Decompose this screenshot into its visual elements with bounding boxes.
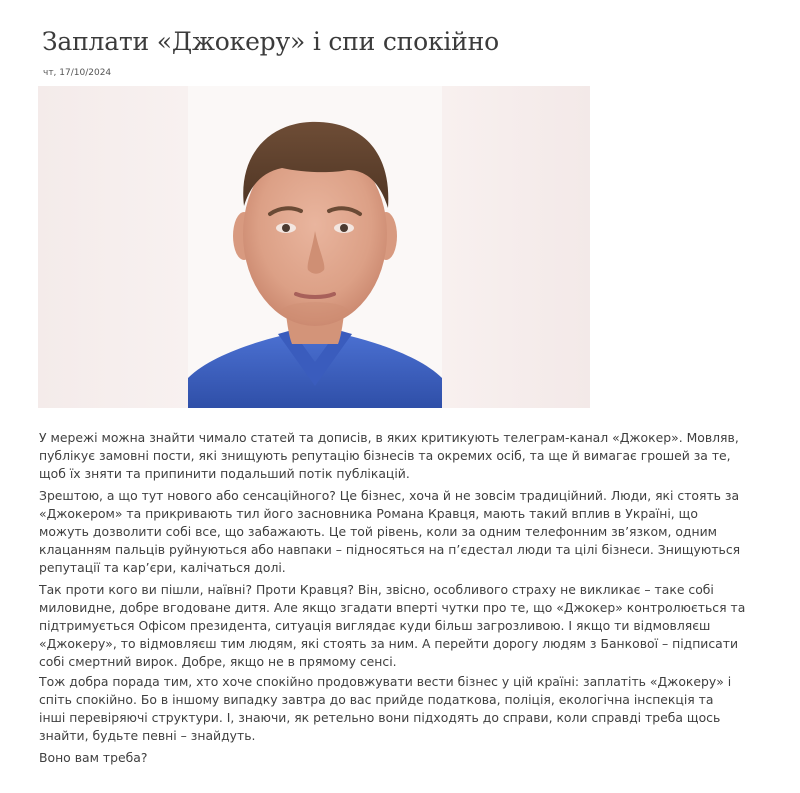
paragraph-line: спіть спокійно. Бо в іншому випадку завтра до вас прийде податкова, поліція, екологічна інспекція та bbox=[39, 692, 714, 707]
paragraph-line: Воно вам треба? bbox=[39, 750, 148, 765]
article-photo bbox=[38, 86, 590, 408]
paragraph-line: можуть дозволити собі все, що забажають. Це той рівень, коли за одним телефонним зв’язком, одним bbox=[39, 524, 717, 539]
paragraph-line: собі смертний вирок. Добре, якщо не в прямому сенсі. bbox=[39, 654, 397, 669]
article-paragraph bbox=[39, 429, 779, 483]
paragraph-line: миловидне, добре вгодоване дитя. Але якщо згадати вперті чутки про те, що «Джокер» контролюється та bbox=[39, 600, 746, 615]
paragraph-line: підтримується Офісом президента, ситуація виглядає куди більш загрозливою. І якщо ти відмовляєш bbox=[39, 618, 711, 633]
paragraph-line: інші перевіряючі структури. І, знаючи, як ретельно вони підходять до справи, коли справді треба щось bbox=[39, 710, 721, 725]
paragraph-line: «Джокером» та прикривають тил його засновника Романа Кравця, мають такий вплив в Україні, що bbox=[39, 506, 698, 521]
paragraph-line: клацанням пальців руйнуються або навпаки – підносяться на п’єдестал люди та цілі бізнеси. Знищуються bbox=[39, 542, 741, 557]
paragraph-line: «Джокеру», то відмовляєш тим людям, які стоять за ним. А перейти дорогу людям з Банкової – підписати bbox=[39, 636, 739, 651]
paragraph-line: У мережі можна знайти чимало статей та дописів, в яких критикують телеграм-канал «Джокер». Мовляв, bbox=[39, 430, 739, 445]
paragraph-line: репутації та кар’єри, калічаться долі. bbox=[39, 560, 286, 575]
paragraph-line: публікує замовні пости, які знищують репутацію бізнесів та окремих осіб, та ще й вимагає грошей за те, bbox=[39, 448, 731, 463]
article-paragraph bbox=[39, 673, 779, 745]
paragraph-line: Зрештою, а що тут нового або сенсаційного? Це бізнес, хоча й не зовсім традиційний. Люди, які стоять за bbox=[39, 488, 740, 503]
photo-background-left bbox=[38, 86, 188, 408]
article-paragraph bbox=[39, 581, 779, 671]
paragraph-line: щоб їх зняти та припинити подальший потік публікацій. bbox=[39, 466, 410, 481]
article-title: Заплати «Джокеру» і спи спокійно bbox=[42, 27, 499, 56]
article-paragraph bbox=[39, 749, 779, 767]
article-date: чт, 17/10/2024 bbox=[43, 68, 112, 78]
portrait-image bbox=[188, 86, 442, 408]
paragraph-line: Тож добра порада тим, хто хоче спокійно продовжувати вести бізнес у цій країні: заплатіть «Джокеру» і bbox=[39, 674, 732, 689]
article-paragraph bbox=[39, 487, 779, 577]
paragraph-line: Так проти кого ви пішли, наївні? Проти Кравця? Він, звісно, особливого страху не викликає – таке собі bbox=[39, 582, 714, 597]
photo-background-right bbox=[442, 86, 590, 408]
paragraph-line: знайти, будьте певні – знайдуть. bbox=[39, 728, 256, 743]
